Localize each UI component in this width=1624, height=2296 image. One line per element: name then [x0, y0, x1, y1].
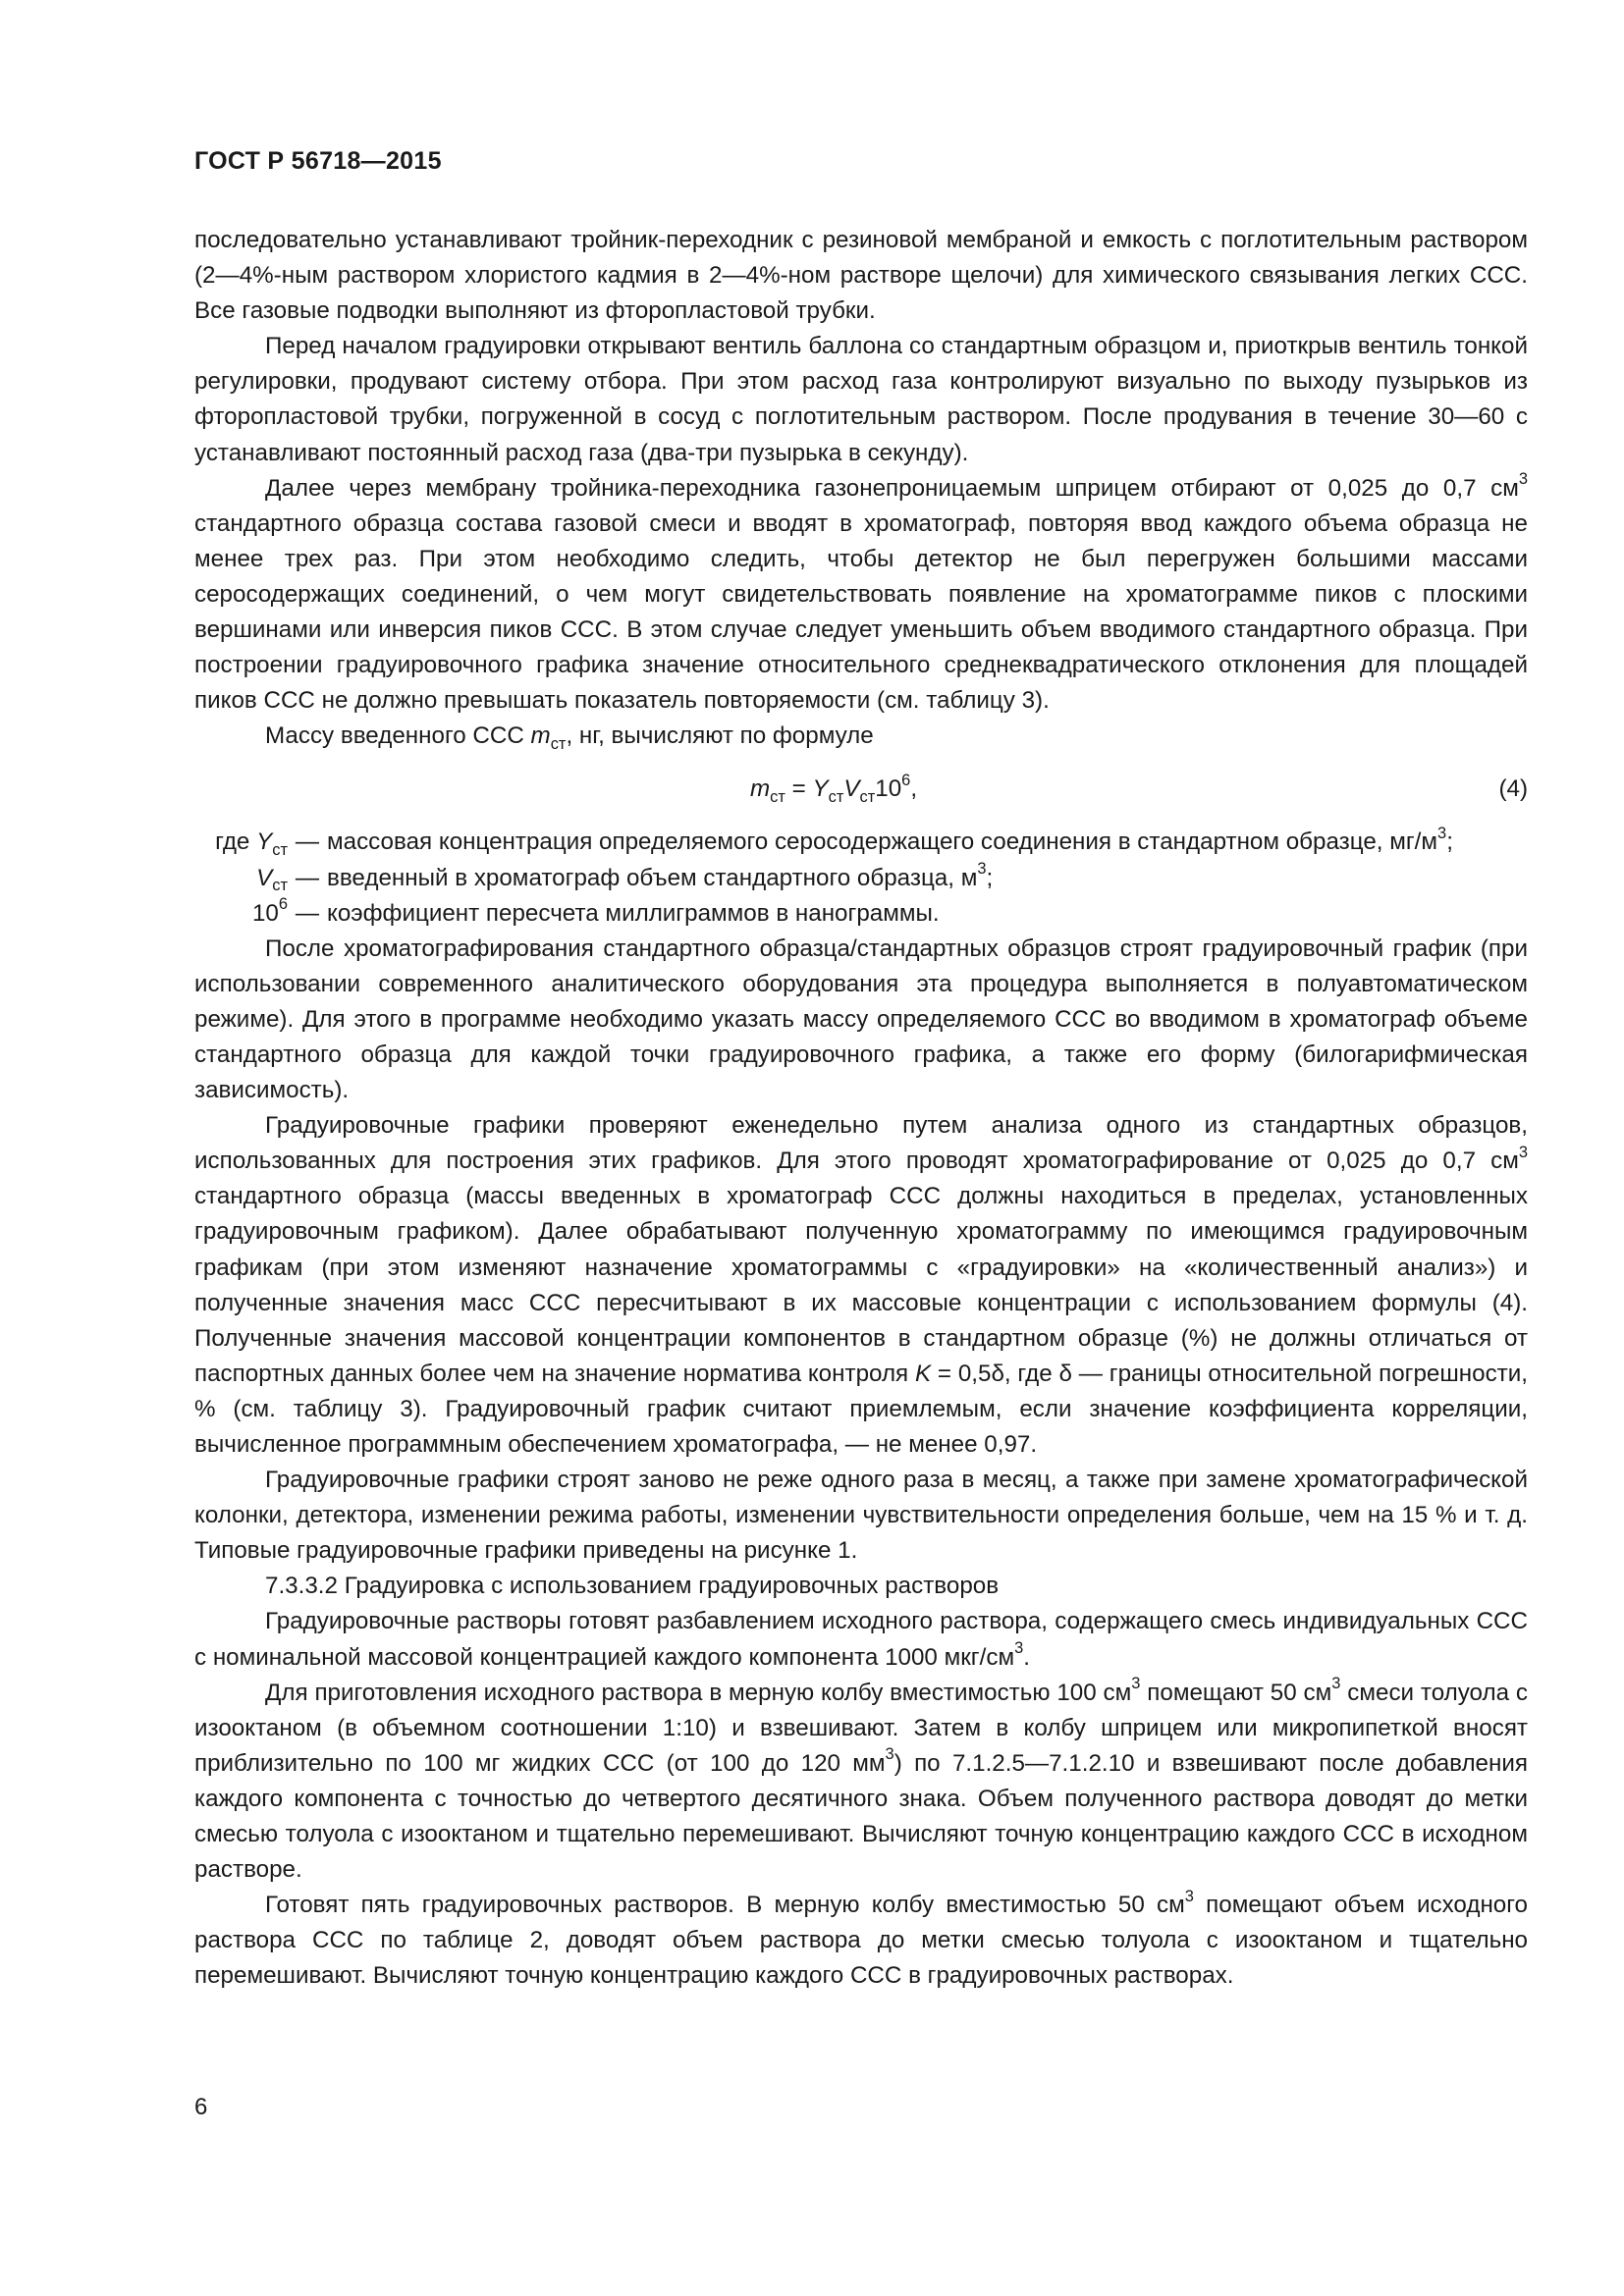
- paragraph: Готовят пять градуировочных растворов. В мерную колбу вместимостью 50 $см^3$ помещают объем исходного раствора ССС по таблице 2, доводят объем раствора до метки смесью толуола с изооктаном и тщательно перемешивают. Вычисляют точную концентрацию каждого ССС в градуировочных растворах.: [194, 1887, 1528, 1990]
- paragraph: Перед началом градуировки открывают вентиль баллона со стандартным образцом и, приоткрыв вентиль тонкой регулировки, продувают систему отбора. При этом расход газа контролируют визуально по выходу пузырьков из фторопластовой трубки, погруженной в сосуд с поглотительным раствором. После продувания в течение 30—60 с устанавливают постоянный расход газа (два-три пузырька в секунду).: [194, 333, 1528, 466]
- definition-row: [194, 825, 1528, 860]
- formula-number: (4): [1498, 775, 1528, 803]
- definition-term: $V_{ст}$: [256, 864, 288, 895]
- paragraph: Далее через мембрану тройника-переходника газонепроницаемым шприцем отбирают от 0,025 до 0,7 $см^3$ стандартного образца состава газовой смеси и вводят в хроматограф, повторяя ввод каждого объема образца не менее трех раз. При этом необходимо следить, чтобы детектор не был перегружен большими массами серосодержащих соединений, о чем могут свидетельствовать появление на хроматограмме пиков с плоскими вершинами или инверсия пиков ССС. В этом случае следует уменьшить объем вводимого стандартного образца. При построении градуировочного графика значение относительного среднеквадратического отклонения для площадей пиков ССС не должно превышать показатель повторяемости (см. таблицу 3).: [194, 470, 1528, 715]
- page-number: 6: [194, 2094, 208, 2120]
- document-body: [194, 223, 1528, 1995]
- definition-dash: —: [295, 864, 320, 891]
- definitions-list: [194, 825, 1528, 931]
- formula-expression: $m_{ст} = Y_{ст}V_{ст}10^6$,: [750, 771, 918, 807]
- document-header: ГОСТ Р 56718—2015: [194, 147, 442, 175]
- formula-4: [194, 754, 1528, 825]
- definition-text: введенный в хроматограф объем стандартного образца, $м^3$;: [327, 859, 994, 891]
- definition-row: [194, 896, 1528, 932]
- paragraph: Градуировочные графики строят заново не реже одного раза в месяц, а также при замене хроматографической колонки, детектора, изменении режима работы, изменении чувствительности определения больше, чем на 15 % и т. д. Типовые градуировочные графики приведены на рисунке 1.: [194, 1467, 1528, 1565]
- definition-text: массовая концентрация определяемого серосодержащего соединения в стандартном образце, $мг/м^3$;: [327, 824, 1453, 856]
- paragraph: Градуировочные растворы готовят разбавлением исходного раствора, содержащего смесь индивидуальных ССС с номинальной массовой концентрацией каждого компонента 1000 мкг/$см^3$.: [194, 1608, 1528, 1671]
- definition-dash: —: [295, 828, 320, 856]
- definition-term: где $Y_{ст}$: [215, 828, 288, 860]
- section-heading: 7.3.3.2 Градуировка с использованием градуировочных растворов: [265, 1573, 1000, 1600]
- paragraph: После хроматографирования стандартного образца/стандартных образцов строят градуировочный график (при использовании современного аналитического оборудования эта процедура выполняется в полуавтоматическом режиме). Для этого в программе необходимо указать массу определяемого ССС во вводимом в хроматограф объеме стандартного образца для каждой точки градуировочного графика, а также его форму (билогарифмическая зависимость).: [194, 934, 1528, 1104]
- paragraph: последовательно устанавливают тройник-переходник с резиновой мембраной и емкость с поглотительным раствором (2—4%-ным раствором хлористого кадмия в 2—4%-ном растворе щелочи) для химического связывания легких ССС. Все газовые подводки выполняют из фторопластовой трубки.: [194, 227, 1528, 325]
- definition-dash: —: [295, 899, 320, 927]
- definition-text: коэффициент пересчета миллиграммов в нанограммы.: [327, 899, 940, 927]
- paragraph: Градуировочные графики проверяют еженедельно путем анализа одного из стандартных образцов, использованных для построения этих графиков. Для этого проводят хроматографирование от 0,025 до 0,7 $см^3$ стандартного образца (массы введенных в хроматограф ССС должны находиться в пределах, установленных градуировочным графиком). Далее обрабатывают полученную хроматограмму по имеющимся градуировочным графикам (при этом изменяют назначение хроматограммы с «градуировки» на «количественный анализ») и полученные значения масс ССС пересчитывают в их массовые концентрации с использованием формулы (4). Полученные значения массовой концентрации компонентов в стандартном образце (%) не должны отличаться от паспортных данных более чем на значение норматива контроля K = 0,5δ, где δ — границы относительной погрешности, % (см. таблицу 3). Градуировочный график считают приемлемым, если значение коэффициента корреляции, вычисленное программным обеспечением хроматографа, — не менее 0,97.: [194, 1112, 1528, 1458]
- paragraph: Массу введенного ССС $m_{ст}$, нг, вычисляют по формуле: [265, 722, 874, 754]
- paragraph: Для приготовления исходного раствора в мерную колбу вместимостью 100 $см^3$ помещают 50 $см^3$ смеси толуола с изооктаном (в объемном соотношении 1:10) и взвешивают. Затем в колбу шприцем или микропипеткой вносят приблизительно по 100 мг жидких ССС (от 100 до 120 $мм^3$) по 7.1.2.5—7.1.2.10 и взвешивают после добавления каждого компонента с точностью до четвертого десятичного знака. Объем полученного раствора доводят до метки смесью толуола с изооктаном и тщательно перемешивают. Вычисляют точную концентрацию каждого ССС в исходном растворе.: [194, 1675, 1528, 1884]
- definition-row: [194, 861, 1528, 896]
- definition-term: $10^6$: [251, 895, 288, 927]
